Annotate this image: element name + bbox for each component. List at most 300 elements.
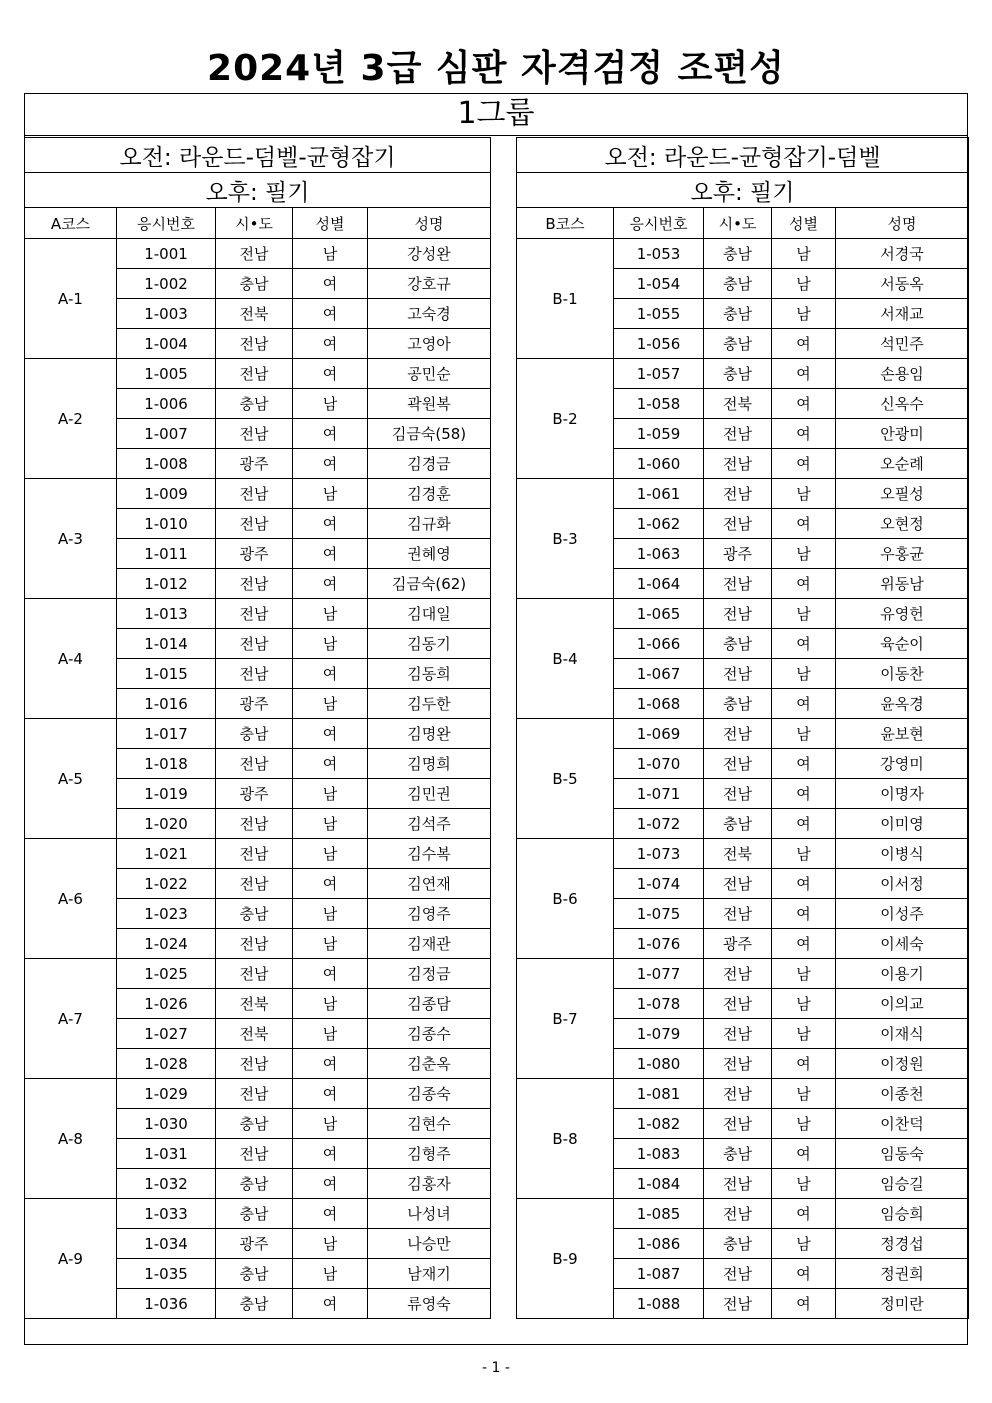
column-header-row [25, 208, 491, 239]
region: 전남 [216, 419, 293, 449]
gender: 여 [293, 509, 368, 539]
exam-number: 1-076 [614, 929, 704, 959]
full-name: 김수복 [368, 839, 491, 869]
full-name: 이정원 [836, 1049, 969, 1079]
gender: 여 [772, 1289, 836, 1319]
exam-number: 1-005 [117, 359, 216, 389]
course-group-label: B-2 [517, 359, 614, 479]
gender: 여 [772, 809, 836, 839]
region: 전남 [216, 839, 293, 869]
exam-number: 1-053 [614, 239, 704, 269]
region: 충남 [216, 1199, 293, 1229]
gender: 여 [772, 1259, 836, 1289]
full-name: 김경훈 [368, 479, 491, 509]
region: 전남 [704, 659, 772, 689]
exam-number: 1-032 [117, 1169, 216, 1199]
region: 전남 [216, 509, 293, 539]
table-row [25, 719, 491, 749]
region: 전남 [216, 659, 293, 689]
region: 전남 [704, 1019, 772, 1049]
table-row [25, 239, 491, 269]
gender: 남 [293, 899, 368, 929]
course-group-label: A-7 [25, 959, 117, 1079]
region: 전남 [216, 629, 293, 659]
table-row [517, 599, 969, 629]
course-group-label: B-4 [517, 599, 614, 719]
full-name: 오필성 [836, 479, 969, 509]
exam-number: 1-010 [117, 509, 216, 539]
table-row [25, 1079, 491, 1109]
full-name: 육순이 [836, 629, 969, 659]
table-row [517, 1079, 969, 1109]
gender: 남 [772, 239, 836, 269]
region: 전남 [704, 569, 772, 599]
gender: 남 [293, 809, 368, 839]
full-name: 류영숙 [368, 1289, 491, 1319]
region: 전남 [704, 779, 772, 809]
gender: 남 [772, 299, 836, 329]
gender: 여 [293, 569, 368, 599]
region: 전남 [704, 479, 772, 509]
gender: 여 [293, 1139, 368, 1169]
region: 충남 [216, 1259, 293, 1289]
exam-number: 1-022 [117, 869, 216, 899]
column-header: 시•도 [216, 208, 293, 239]
gender: 여 [772, 629, 836, 659]
full-name: 김민권 [368, 779, 491, 809]
region: 전남 [216, 359, 293, 389]
full-name: 서동옥 [836, 269, 969, 299]
exam-number: 1-011 [117, 539, 216, 569]
gender: 여 [772, 509, 836, 539]
exam-number: 1-020 [117, 809, 216, 839]
full-name: 이재식 [836, 1019, 969, 1049]
exam-number: 1-074 [614, 869, 704, 899]
full-name: 김규화 [368, 509, 491, 539]
gender: 여 [293, 539, 368, 569]
exam-number: 1-073 [614, 839, 704, 869]
exam-number: 1-069 [614, 719, 704, 749]
exam-number: 1-031 [117, 1139, 216, 1169]
exam-number: 1-061 [614, 479, 704, 509]
region: 광주 [704, 929, 772, 959]
course-group-label: A-1 [25, 239, 117, 359]
column-header-row [517, 208, 969, 239]
full-name: 고숙경 [368, 299, 491, 329]
full-name: 강성완 [368, 239, 491, 269]
gender: 여 [772, 419, 836, 449]
region: 충남 [216, 719, 293, 749]
gender: 남 [293, 839, 368, 869]
full-name: 오순례 [836, 449, 969, 479]
full-name: 손용임 [836, 359, 969, 389]
region: 광주 [216, 449, 293, 479]
exam-number: 1-058 [614, 389, 704, 419]
exam-number: 1-082 [614, 1109, 704, 1139]
exam-number: 1-070 [614, 749, 704, 779]
full-name: 이성주 [836, 899, 969, 929]
gender: 남 [293, 1229, 368, 1259]
exam-number: 1-025 [117, 959, 216, 989]
course-group-label: A-4 [25, 599, 117, 719]
gender: 여 [293, 1079, 368, 1109]
region: 전남 [216, 329, 293, 359]
full-name: 이종천 [836, 1079, 969, 1109]
afternoon-session: 오후: 필기 [517, 173, 969, 208]
gender: 남 [772, 1019, 836, 1049]
exam-number: 1-006 [117, 389, 216, 419]
exam-number: 1-057 [614, 359, 704, 389]
gender: 여 [293, 1049, 368, 1079]
column-header: 성별 [293, 208, 368, 239]
region: 전남 [216, 479, 293, 509]
full-name: 공민순 [368, 359, 491, 389]
exam-number: 1-064 [614, 569, 704, 599]
region: 전남 [216, 239, 293, 269]
region: 충남 [704, 359, 772, 389]
full-name: 강호규 [368, 269, 491, 299]
exam-number: 1-004 [117, 329, 216, 359]
table-row [517, 959, 969, 989]
region: 전남 [704, 449, 772, 479]
gender: 남 [772, 1079, 836, 1109]
region: 충남 [704, 1139, 772, 1169]
exam-number: 1-063 [614, 539, 704, 569]
full-name: 이의교 [836, 989, 969, 1019]
full-name: 김두한 [368, 689, 491, 719]
gender: 여 [772, 389, 836, 419]
exam-number: 1-026 [117, 989, 216, 1019]
region: 충남 [704, 329, 772, 359]
exam-number: 1-085 [614, 1199, 704, 1229]
course-group-label: A-3 [25, 479, 117, 599]
full-name: 이용기 [836, 959, 969, 989]
gender: 여 [293, 419, 368, 449]
exam-number: 1-009 [117, 479, 216, 509]
gender: 여 [772, 1049, 836, 1079]
exam-number: 1-072 [614, 809, 704, 839]
gender: 남 [293, 689, 368, 719]
region: 광주 [216, 1229, 293, 1259]
full-name: 이찬덕 [836, 1109, 969, 1139]
region: 전북 [704, 389, 772, 419]
gender: 남 [772, 839, 836, 869]
region: 전남 [704, 509, 772, 539]
table-row [517, 839, 969, 869]
full-name: 김연재 [368, 869, 491, 899]
exam-number: 1-066 [614, 629, 704, 659]
gender: 여 [772, 359, 836, 389]
full-name: 김영주 [368, 899, 491, 929]
region: 충남 [704, 689, 772, 719]
region: 전북 [216, 989, 293, 1019]
gender: 남 [772, 1109, 836, 1139]
gender: 남 [293, 479, 368, 509]
full-name: 김경금 [368, 449, 491, 479]
gender: 남 [772, 1229, 836, 1259]
course-group-label: A-5 [25, 719, 117, 839]
full-name: 곽원복 [368, 389, 491, 419]
course-group-label: B-7 [517, 959, 614, 1079]
exam-number: 1-016 [117, 689, 216, 719]
exam-number: 1-071 [614, 779, 704, 809]
region: 전북 [216, 299, 293, 329]
full-name: 김명희 [368, 749, 491, 779]
gender: 남 [772, 599, 836, 629]
exam-number: 1-028 [117, 1049, 216, 1079]
exam-number: 1-035 [117, 1259, 216, 1289]
column-header: 성별 [772, 208, 836, 239]
region: 충남 [216, 269, 293, 299]
table-row [25, 959, 491, 989]
exam-number: 1-036 [117, 1289, 216, 1319]
gender: 여 [293, 1289, 368, 1319]
gender: 여 [772, 1199, 836, 1229]
gender: 여 [293, 449, 368, 479]
course-b-table [516, 137, 969, 1319]
region: 전남 [704, 1109, 772, 1139]
exam-number: 1-083 [614, 1139, 704, 1169]
region: 전북 [216, 1019, 293, 1049]
full-name: 김동기 [368, 629, 491, 659]
full-name: 이동찬 [836, 659, 969, 689]
region: 충남 [216, 1169, 293, 1199]
table-row [517, 479, 969, 509]
exam-number: 1-027 [117, 1019, 216, 1049]
full-name: 김재관 [368, 929, 491, 959]
gender: 남 [772, 989, 836, 1019]
gender: 여 [293, 749, 368, 779]
exam-number: 1-077 [614, 959, 704, 989]
gender: 남 [772, 719, 836, 749]
gender: 여 [293, 1169, 368, 1199]
gender: 여 [772, 329, 836, 359]
region: 충남 [704, 1229, 772, 1259]
gender: 여 [293, 719, 368, 749]
gender: 여 [293, 959, 368, 989]
full-name: 이병식 [836, 839, 969, 869]
gender: 여 [293, 299, 368, 329]
column-header: 응시번호 [614, 208, 704, 239]
gender: 여 [772, 779, 836, 809]
exam-number: 1-086 [614, 1229, 704, 1259]
region: 충남 [704, 269, 772, 299]
course-group-label: A-9 [25, 1199, 117, 1319]
full-name: 임동숙 [836, 1139, 969, 1169]
region: 전남 [704, 419, 772, 449]
course-group-label: B-3 [517, 479, 614, 599]
course-group-label: A-6 [25, 839, 117, 959]
region: 전남 [704, 869, 772, 899]
gender: 여 [293, 359, 368, 389]
region: 광주 [704, 539, 772, 569]
morning-session-row [517, 138, 969, 173]
exam-number: 1-055 [614, 299, 704, 329]
exam-number: 1-017 [117, 719, 216, 749]
full-name: 강영미 [836, 749, 969, 779]
table-row [517, 719, 969, 749]
gender: 남 [293, 989, 368, 1019]
full-name: 정권희 [836, 1259, 969, 1289]
gender: 여 [293, 269, 368, 299]
full-name: 권혜영 [368, 539, 491, 569]
region: 전남 [704, 1079, 772, 1109]
full-name: 김홍자 [368, 1169, 491, 1199]
full-name: 고영아 [368, 329, 491, 359]
full-name: 오현정 [836, 509, 969, 539]
region: 전남 [216, 1049, 293, 1079]
region: 전남 [216, 929, 293, 959]
gender: 여 [293, 329, 368, 359]
region: 충남 [216, 899, 293, 929]
full-name: 김동희 [368, 659, 491, 689]
exam-number: 1-060 [614, 449, 704, 479]
region: 전남 [704, 599, 772, 629]
exam-number: 1-084 [614, 1169, 704, 1199]
exam-number: 1-059 [614, 419, 704, 449]
gender: 남 [293, 1019, 368, 1049]
exam-number: 1-015 [117, 659, 216, 689]
gender: 여 [772, 899, 836, 929]
full-name: 나성녀 [368, 1199, 491, 1229]
region: 전남 [704, 719, 772, 749]
gender: 남 [293, 629, 368, 659]
morning-session-row [25, 138, 491, 173]
exam-number: 1-068 [614, 689, 704, 719]
exam-number: 1-001 [117, 239, 216, 269]
gender: 여 [293, 659, 368, 689]
exam-number: 1-018 [117, 749, 216, 779]
full-name: 이세숙 [836, 929, 969, 959]
region: 전북 [704, 839, 772, 869]
full-name: 정경섭 [836, 1229, 969, 1259]
exam-number: 1-056 [614, 329, 704, 359]
full-name: 나승만 [368, 1229, 491, 1259]
gender: 여 [772, 749, 836, 779]
table-row [517, 359, 969, 389]
table-row [25, 839, 491, 869]
region: 전남 [704, 1049, 772, 1079]
region: 충남 [704, 239, 772, 269]
region: 충남 [704, 299, 772, 329]
gender: 여 [772, 689, 836, 719]
column-header: 성명 [836, 208, 969, 239]
gender: 남 [293, 239, 368, 269]
region: 전남 [216, 599, 293, 629]
full-name: 서재교 [836, 299, 969, 329]
gender: 여 [772, 929, 836, 959]
course-group-label: B-5 [517, 719, 614, 839]
full-name: 임승희 [836, 1199, 969, 1229]
gender: 남 [772, 539, 836, 569]
afternoon-session-row [25, 173, 491, 208]
full-name: 김종수 [368, 1019, 491, 1049]
table-row [25, 479, 491, 509]
column-header: 응시번호 [117, 208, 216, 239]
region: 전남 [704, 959, 772, 989]
gender: 남 [293, 389, 368, 419]
region: 전남 [704, 989, 772, 1019]
page-title: 2024년 3급 심판 자격검정 조편성 [207, 48, 785, 89]
course-a-table [24, 137, 491, 1319]
exam-number: 1-002 [117, 269, 216, 299]
full-name: 김형주 [368, 1139, 491, 1169]
gender: 남 [772, 659, 836, 689]
gender: 남 [772, 1169, 836, 1199]
exam-number: 1-003 [117, 299, 216, 329]
gender: 여 [772, 569, 836, 599]
exam-number: 1-088 [614, 1289, 704, 1319]
exam-number: 1-080 [614, 1049, 704, 1079]
region: 전남 [704, 1289, 772, 1319]
full-name: 김명완 [368, 719, 491, 749]
page-number: - 1 - [482, 1360, 510, 1376]
exam-number: 1-014 [117, 629, 216, 659]
table-row [25, 1199, 491, 1229]
full-name: 임승길 [836, 1169, 969, 1199]
region: 전남 [216, 749, 293, 779]
exam-number: 1-065 [614, 599, 704, 629]
region: 충남 [216, 389, 293, 419]
gender: 남 [772, 269, 836, 299]
region: 전남 [216, 869, 293, 899]
gender: 여 [293, 1199, 368, 1229]
exam-number: 1-067 [614, 659, 704, 689]
gender: 남 [293, 599, 368, 629]
course-group-label: B-9 [517, 1199, 614, 1319]
full-name: 유영헌 [836, 599, 969, 629]
region: 전남 [216, 1139, 293, 1169]
exam-number: 1-079 [614, 1019, 704, 1049]
exam-number: 1-013 [117, 599, 216, 629]
region: 광주 [216, 689, 293, 719]
full-name: 김종숙 [368, 1079, 491, 1109]
exam-number: 1-023 [117, 899, 216, 929]
exam-number: 1-012 [117, 569, 216, 599]
table-row [517, 1199, 969, 1229]
full-name: 정미란 [836, 1289, 969, 1319]
exam-number: 1-034 [117, 1229, 216, 1259]
region: 전남 [704, 749, 772, 779]
exam-number: 1-024 [117, 929, 216, 959]
full-name: 서경국 [836, 239, 969, 269]
gender: 남 [293, 929, 368, 959]
exam-number: 1-029 [117, 1079, 216, 1109]
gender: 여 [772, 449, 836, 479]
exam-number: 1-008 [117, 449, 216, 479]
exam-number: 1-081 [614, 1079, 704, 1109]
gender: 남 [293, 779, 368, 809]
full-name: 김종담 [368, 989, 491, 1019]
full-name: 위동남 [836, 569, 969, 599]
full-name: 김춘옥 [368, 1049, 491, 1079]
full-name: 윤보현 [836, 719, 969, 749]
exam-number: 1-087 [614, 1259, 704, 1289]
table-row [25, 599, 491, 629]
gender: 여 [772, 1139, 836, 1169]
region: 전남 [216, 809, 293, 839]
region: 광주 [216, 539, 293, 569]
full-name: 석민주 [836, 329, 969, 359]
morning-session: 오전: 라운드-균형잡기-덤벨 [517, 138, 969, 173]
gender: 남 [772, 479, 836, 509]
region: 충남 [704, 809, 772, 839]
course-group-label: B-1 [517, 239, 614, 359]
exam-number: 1-019 [117, 779, 216, 809]
table-row [517, 239, 969, 269]
course-group-label: A-8 [25, 1079, 117, 1199]
morning-session: 오전: 라운드-덤벨-균형잡기 [25, 138, 491, 173]
